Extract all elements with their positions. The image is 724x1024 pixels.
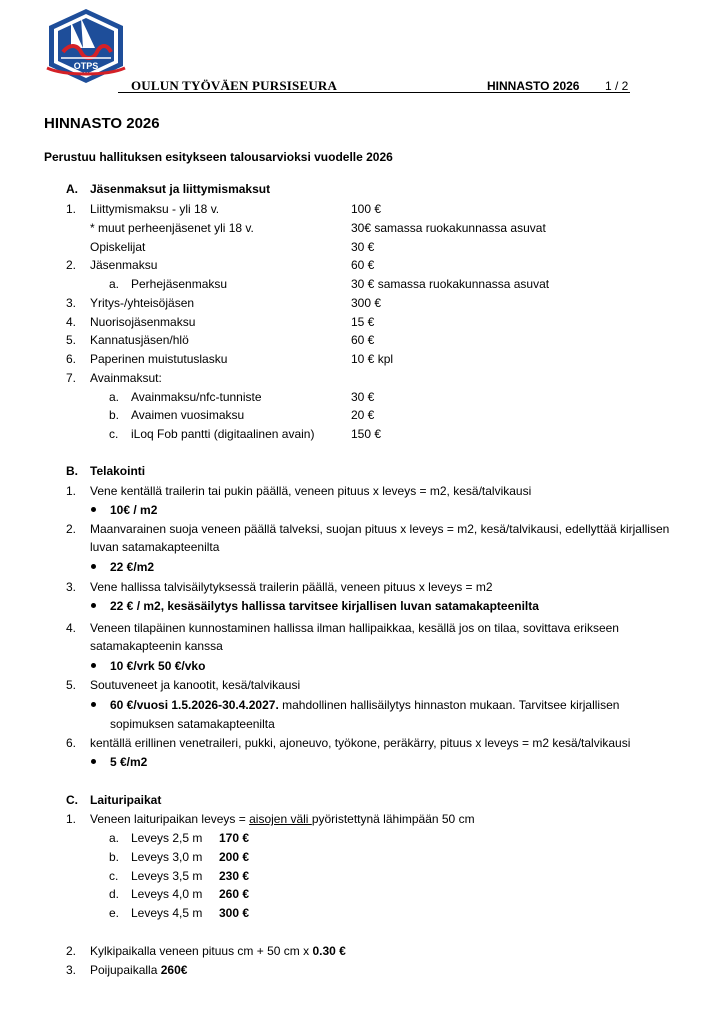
list-number: c. bbox=[109, 869, 119, 883]
fee-price: 30 € bbox=[351, 390, 375, 404]
berth-width-price: 200 € bbox=[219, 850, 250, 864]
list-number: 4. bbox=[66, 315, 77, 329]
storage-price-note: mahdollinen hallisäilytys hinnaston mukaan. Tarvitsee kirjallisen bbox=[278, 698, 620, 712]
list-number: 4. bbox=[66, 621, 77, 635]
berth-width-label: Leveys 4,5 m bbox=[131, 906, 203, 920]
storage-description: Maanvarainen suoja veneen päällä talveksi, suojan pituus x leveys = m2, kesä/talvikausi, edellyttää kirjallisen bbox=[90, 522, 670, 536]
fee-price: 30 € bbox=[351, 240, 375, 254]
fee-label: Avainmaksut: bbox=[90, 371, 162, 385]
section-c-letter: C. bbox=[66, 793, 78, 807]
berth-width-price: 300 € bbox=[219, 906, 250, 920]
fee-price: 10 € kpl bbox=[351, 352, 394, 366]
list-number: b. bbox=[109, 408, 120, 422]
fee-label: * muut perheenjäsenet yli 18 v. bbox=[90, 221, 254, 235]
fee-label: Kannatusjäsen/hlö bbox=[90, 333, 189, 347]
page-number: 1 / 2 bbox=[605, 79, 629, 93]
svg-text:OTPS: OTPS bbox=[73, 61, 99, 71]
storage-description: Veneen tilapäinen kunnostaminen hallissa ilman hallipaikkaa, kesällä jos on tilaa, sovittava erikseen bbox=[90, 621, 619, 635]
list-number: 2. bbox=[66, 944, 77, 958]
storage-price-note-line2: sopimuksen satamakapteenilta bbox=[110, 717, 275, 731]
berth-width-label: Leveys 3,0 m bbox=[131, 850, 203, 864]
list-number: 2. bbox=[66, 522, 77, 536]
storage-price: 22 €/m2 bbox=[110, 560, 155, 574]
storage-price-bold: 60 €/vuosi 1.5.2026-30.4.2027. bbox=[110, 698, 279, 712]
list-number: 3. bbox=[66, 580, 77, 594]
buoy-berth-price: 260€ bbox=[160, 963, 188, 977]
berth-width-price: 260 € bbox=[219, 887, 250, 901]
list-number: 5. bbox=[66, 333, 77, 347]
bullet-point bbox=[91, 507, 96, 512]
list-number: e. bbox=[109, 906, 120, 920]
list-number: 1. bbox=[66, 812, 77, 826]
berth-width-label: Leveys 3,5 m bbox=[131, 869, 203, 883]
berth-width-description bbox=[90, 811, 475, 827]
fee-price: 60 € bbox=[351, 258, 375, 272]
side-berth-description bbox=[90, 943, 346, 959]
list-number: 3. bbox=[66, 963, 77, 977]
berth-width-price: 170 € bbox=[219, 831, 250, 845]
organization-name: OULUN TYÖVÄEN PURSISEURA bbox=[131, 78, 338, 93]
side-berth-price: 0.30 € bbox=[312, 944, 346, 958]
fee-price: 20 € bbox=[351, 408, 375, 422]
section-b-title: Telakointi bbox=[90, 464, 146, 478]
berth-width-text: Veneen laituripaikan leveys = bbox=[90, 812, 250, 826]
list-number: a. bbox=[109, 390, 120, 404]
section-b-letter: B. bbox=[66, 464, 78, 478]
storage-description: kentällä erillinen venetraileri, pukki, ajoneuvo, työkone, peräkärry, pituus x leveys = m2 kesä/talvikausi bbox=[90, 736, 631, 750]
bullet-point bbox=[91, 663, 96, 668]
fee-price: 30€ samassa ruokakunnassa asuvat bbox=[351, 221, 546, 235]
berth-width-price: 230 € bbox=[219, 869, 250, 883]
fee-label: Paperinen muistutuslasku bbox=[90, 352, 228, 366]
storage-price bbox=[110, 697, 619, 713]
list-number: a. bbox=[109, 831, 120, 845]
list-number: 7. bbox=[66, 371, 77, 385]
document-subtitle: Perustuu hallituksen esitykseen talousarvioksi vuodelle 2026 bbox=[44, 150, 393, 164]
berth-width-label: Leveys 4,0 m bbox=[131, 887, 203, 901]
fee-price: 30 € samassa ruokakunnassa asuvat bbox=[351, 277, 550, 291]
storage-price: 10 €/vrk 50 €/vko bbox=[110, 659, 206, 673]
fee-price: 60 € bbox=[351, 333, 375, 347]
fee-label: Nuorisojäsenmaksu bbox=[90, 315, 196, 329]
header-title: HINNASTO 2026 bbox=[487, 79, 580, 93]
fee-label: Perhejäsenmaksu bbox=[131, 277, 228, 291]
storage-price: 5 €/m2 bbox=[110, 755, 148, 769]
list-number: d. bbox=[109, 887, 120, 901]
berth-width-underlined: aisojen väli bbox=[249, 812, 312, 826]
berth-width-text-end: pyöristettynä lähimpään 50 cm bbox=[311, 812, 475, 826]
bullet-point bbox=[91, 564, 96, 569]
section-a-title: Jäsenmaksut ja liittymismaksut bbox=[90, 182, 271, 196]
list-number: 2. bbox=[66, 258, 77, 272]
section-c-title: Laituripaikat bbox=[90, 793, 162, 807]
fee-label: Avaimen vuosimaksu bbox=[131, 408, 245, 422]
buoy-berth-text: Poijupaikalla bbox=[90, 963, 161, 977]
list-number: 3. bbox=[66, 296, 77, 310]
fee-label: Avainmaksu/nfc-tunniste bbox=[131, 390, 262, 404]
bullet-point bbox=[91, 759, 96, 764]
storage-description: luvan satamakapteenilta bbox=[90, 540, 220, 554]
fee-label: Yritys-/yhteisöjäsen bbox=[90, 296, 195, 310]
bullet-point bbox=[91, 702, 96, 707]
storage-description: satamakapteenin kanssa bbox=[90, 639, 223, 653]
storage-description: Vene hallissa talvisäilytyksessä trailerin päällä, veneen pituus x leveys = m2 bbox=[90, 580, 493, 594]
section-a-letter: A. bbox=[66, 182, 78, 196]
fee-price: 15 € bbox=[351, 315, 375, 329]
list-number: 1. bbox=[66, 484, 77, 498]
list-number: 6. bbox=[66, 736, 77, 750]
buoy-berth-description bbox=[90, 962, 187, 978]
otps-logo bbox=[45, 8, 127, 84]
fee-price: 100 € bbox=[351, 202, 382, 216]
list-number: 6. bbox=[66, 352, 77, 366]
document-title: HINNASTO 2026 bbox=[44, 115, 160, 132]
fee-label: Liittymismaksu - yli 18 v. bbox=[90, 202, 220, 216]
storage-price: 22 € / m2, kesäsäilytys hallissa tarvitsee kirjallisen luvan satamakapteenilta bbox=[110, 599, 539, 613]
svg-text:1912: 1912 bbox=[80, 72, 92, 78]
bullet-point bbox=[91, 603, 96, 608]
storage-price: 10€ / m2 bbox=[110, 503, 158, 517]
list-number: c. bbox=[109, 427, 119, 441]
fee-price: 150 € bbox=[351, 427, 382, 441]
list-number: 1. bbox=[66, 202, 77, 216]
list-number: 5. bbox=[66, 678, 77, 692]
berth-width-label: Leveys 2,5 m bbox=[131, 831, 203, 845]
fee-label: Jäsenmaksu bbox=[90, 258, 158, 272]
header-rule bbox=[118, 92, 630, 93]
storage-description: Soutuveneet ja kanootit, kesä/talvikausi bbox=[90, 678, 301, 692]
list-number: a. bbox=[109, 277, 120, 291]
storage-description: Vene kentällä trailerin tai pukin päällä, veneen pituus x leveys = m2, kesä/talvikausi bbox=[90, 484, 532, 498]
fee-label: Opiskelijat bbox=[90, 240, 146, 254]
list-number: b. bbox=[109, 850, 120, 864]
fee-price: 300 € bbox=[351, 296, 382, 310]
fee-label: iLoq Fob pantti (digitaalinen avain) bbox=[131, 427, 315, 441]
side-berth-text: Kylkipaikalla veneen pituus cm + 50 cm x bbox=[90, 944, 313, 958]
